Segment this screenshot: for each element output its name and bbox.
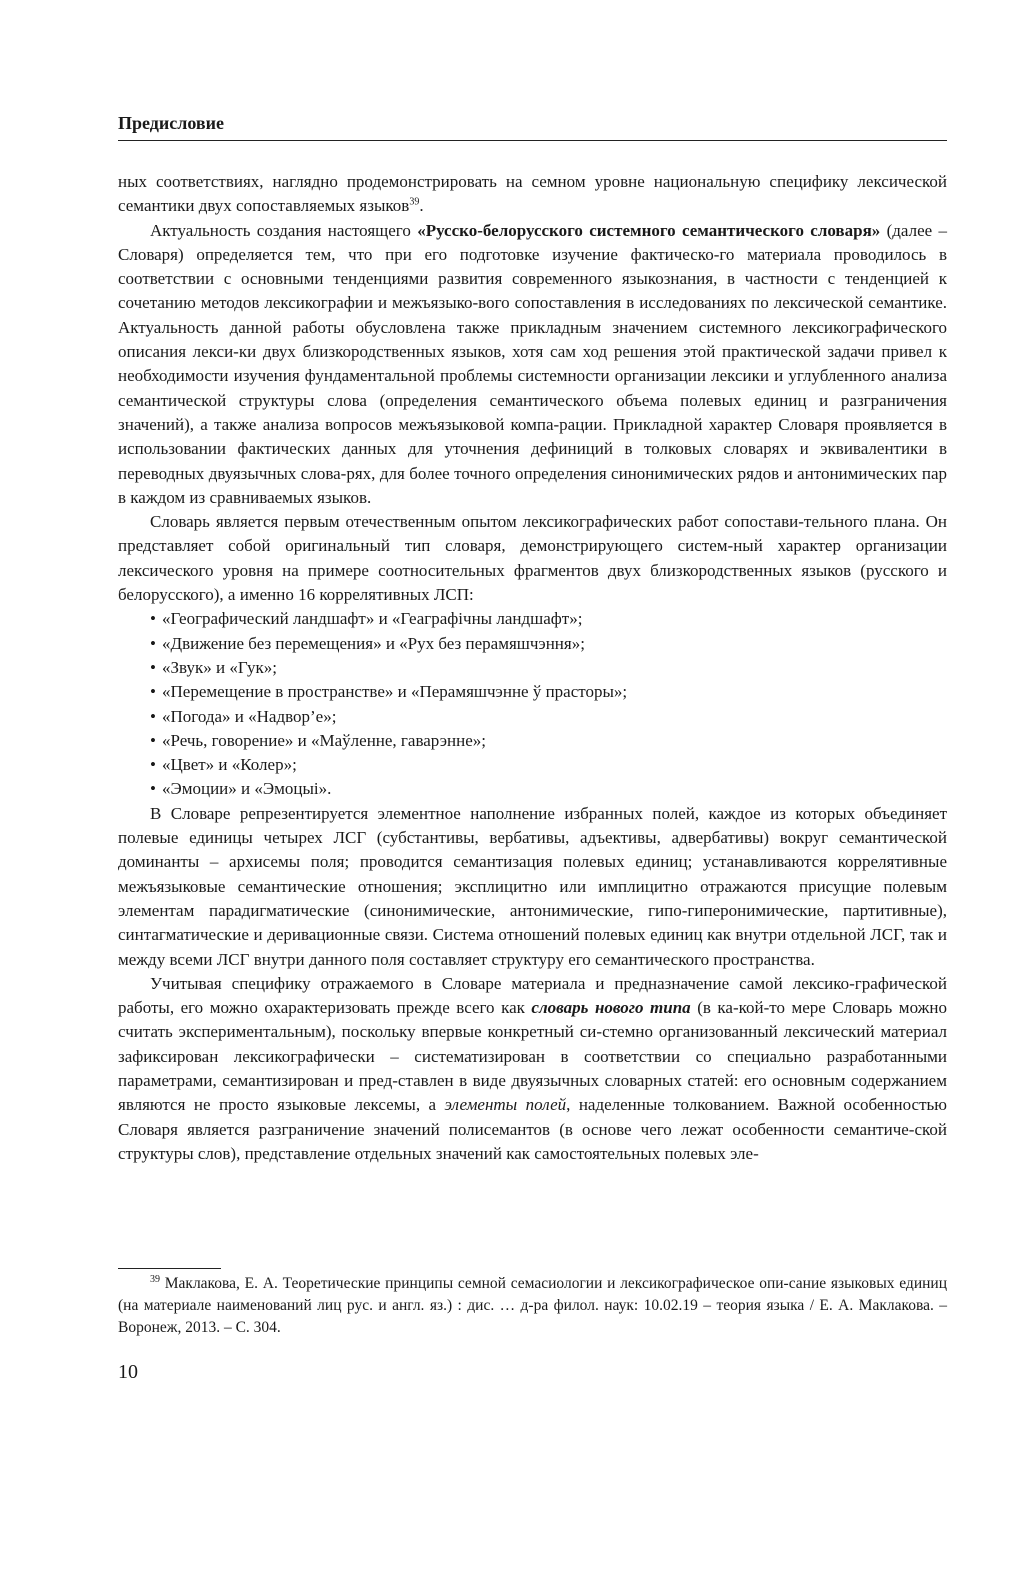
paragraph-2-rest: (далее – Словаря) определяется тем, что при его подготовке изучение фактическо-го материала проводилось в соответствии с основными тенденциями развития современного языкознания, в частности с тенденцией к сочетанию методов лексикографии и межъязыко-вого сопоставления в исследованиях по лексической семантике. Актуальность данной работы обусловлена также прикладным значением системного лексикографического описания лекси-ки двух близкородственных языков, хотя сам ход решения этой практической задачи привел к необходимости изучения фундаментальной проблемы системности организации лексики и углубленного анализа семантической структуры слова (определения семантического объема полевых единиц и разграничения значений), а также анализа вопросов межъязыковой компа-рации. Прикладной характер Словаря проявляется в использовании фактических данных для уточнения дефиниций в толковых словарях и эквивалентики в переводных двуязычных слова-рях, для более точного определения синонимических рядов и антонимических пар в каждом из сравниваемых языков. bbox=[118, 220, 947, 507]
list-item bbox=[150, 705, 947, 729]
paragraph-2 bbox=[118, 219, 947, 511]
footnote bbox=[118, 1273, 947, 1339]
footnote-text: Маклакова, Е. А. Теоретические принципы семной семасиологии и лексикографическое опи-сание языковых единиц (на материале наименований лиц рус. и англ. яз.) : дис. … д-ра филол. наук: 10.02.19 – теория языка / Е. А. Маклакова. – Воронеж, 2013. – С. 304. bbox=[118, 1275, 947, 1336]
paragraph-1 bbox=[118, 170, 947, 219]
list-item-text: «Движение без перемещения» и «Рух без перамяшчэння»; bbox=[162, 633, 585, 653]
list-item-text: «Эмоции» и «Эмоцыі». bbox=[162, 779, 332, 799]
emphasis-field-elements: элементы полей bbox=[444, 1095, 567, 1115]
bullet-icon: • bbox=[150, 609, 156, 629]
paragraph-2-lead: Актуальность создания настоящего bbox=[150, 220, 418, 240]
paragraph-1-text: ных соответствиях, наглядно продемонстрировать на семном уровне национальную специфику лексической семантики двух сопоставляемых языков bbox=[118, 172, 947, 216]
paragraph-1-end: . bbox=[419, 196, 424, 216]
list-item-text: «Перемещение в пространстве» и «Перамяшчэнне ў прасторы»; bbox=[162, 682, 628, 702]
paragraph-5-end: , наделенные толкованием. Важной особенностью Словаря является разграничение значений полисемантов (в основе чего лежат особенности семантиче-ской структуры слов), представление отдельных значений как самостоятельных полевых эле- bbox=[118, 1095, 947, 1163]
footnote-rule bbox=[118, 1268, 221, 1269]
bullet-icon: • bbox=[150, 779, 156, 799]
list-item-text: «Погода» и «Надвор’е»; bbox=[162, 706, 337, 726]
body-text bbox=[118, 170, 947, 1166]
footnote-ref: 39 bbox=[409, 196, 420, 208]
list-item-text: «Речь, говорение» и «Маўленне, гаварэнне»; bbox=[162, 730, 486, 750]
list-item-text: «Географический ландшафт» и «Геаграфічны ландшафт»; bbox=[162, 609, 583, 629]
bullet-icon: • bbox=[150, 657, 156, 677]
list-item bbox=[150, 777, 947, 801]
running-head: Предисловие bbox=[118, 113, 224, 133]
list-item bbox=[150, 656, 947, 680]
paragraph-5 bbox=[118, 972, 947, 1166]
list-item bbox=[150, 680, 947, 704]
list-item-text: «Звук» и «Гук»; bbox=[162, 657, 277, 677]
dictionary-title: «Русско-белорусского системного семантического словаря» bbox=[417, 220, 881, 240]
bullet-icon: • bbox=[150, 730, 156, 750]
paragraph-5-lead: Учитывая специфику отражаемого в Словаре материала и предназначение самой лексико-графической работы, его можно охарактеризовать прежде всего как bbox=[118, 973, 947, 1018]
emphasis-new-type: словарь нового типа bbox=[531, 998, 691, 1018]
list-item bbox=[150, 607, 947, 631]
bullet-icon: • bbox=[150, 755, 156, 775]
footnote-number: 39 bbox=[150, 1273, 160, 1285]
bullet-icon: • bbox=[150, 633, 156, 653]
paragraph-4: В Словаре репрезентируется элементное наполнение избранных полей, каждое из которых объединяет полевые единицы четырех ЛСГ (субстантивы, вербативы, адъективы, адвербативы) вокруг семантической доминанты – архисемы поля; проводится семантизация полевых единиц; устанавливаются коррелятивные межъязыковые семантические отношения; эксплицитно или имплицитно отражаются присущие полевым элементам парадигматические (синонимические, антонимические, гипо-гиперонимические, партитивные), синтагматические и деривационные связи. Система отношений полевых единиц как внутри отдельной ЛСГ, так и между всеми ЛСГ внутри данного поля составляет структуру его семантического пространства. bbox=[118, 803, 947, 969]
list-item bbox=[150, 753, 947, 777]
footnote-text-block bbox=[118, 1273, 947, 1339]
field-list bbox=[118, 607, 947, 801]
paragraph-3: Словарь является первым отечественным опытом лексикографических работ сопостави-тельного плана. Он представляет собой оригинальный тип словаря, демонстрирующего систем-ный характер организации лексического уровня на примере соотносительных фрагментов двух близкородственных языков (русского и белорусского), а именно 16 коррелятивных ЛСП: bbox=[118, 512, 947, 605]
list-item-text: «Цвет» и «Колер»; bbox=[162, 755, 297, 775]
list-item bbox=[150, 729, 947, 753]
bullet-icon: • bbox=[150, 682, 156, 702]
list-item bbox=[150, 632, 947, 656]
header-rule bbox=[118, 140, 947, 141]
bullet-icon: • bbox=[150, 706, 156, 726]
page-number: 10 bbox=[118, 1361, 138, 1383]
paragraph-5-middle: (в ка-кой-то мере Словарь можно считать экспериментальным), поскольку впервые конкретный си-стемно организованный лексический материал зафиксирован лексикографически – систематизирован в соответствии со специально разработанными параметрами, семантизирован и пред-ставлен в виде двуязычных словарных статей: его основным содержанием являются не просто языковые лексемы, а bbox=[118, 998, 947, 1115]
